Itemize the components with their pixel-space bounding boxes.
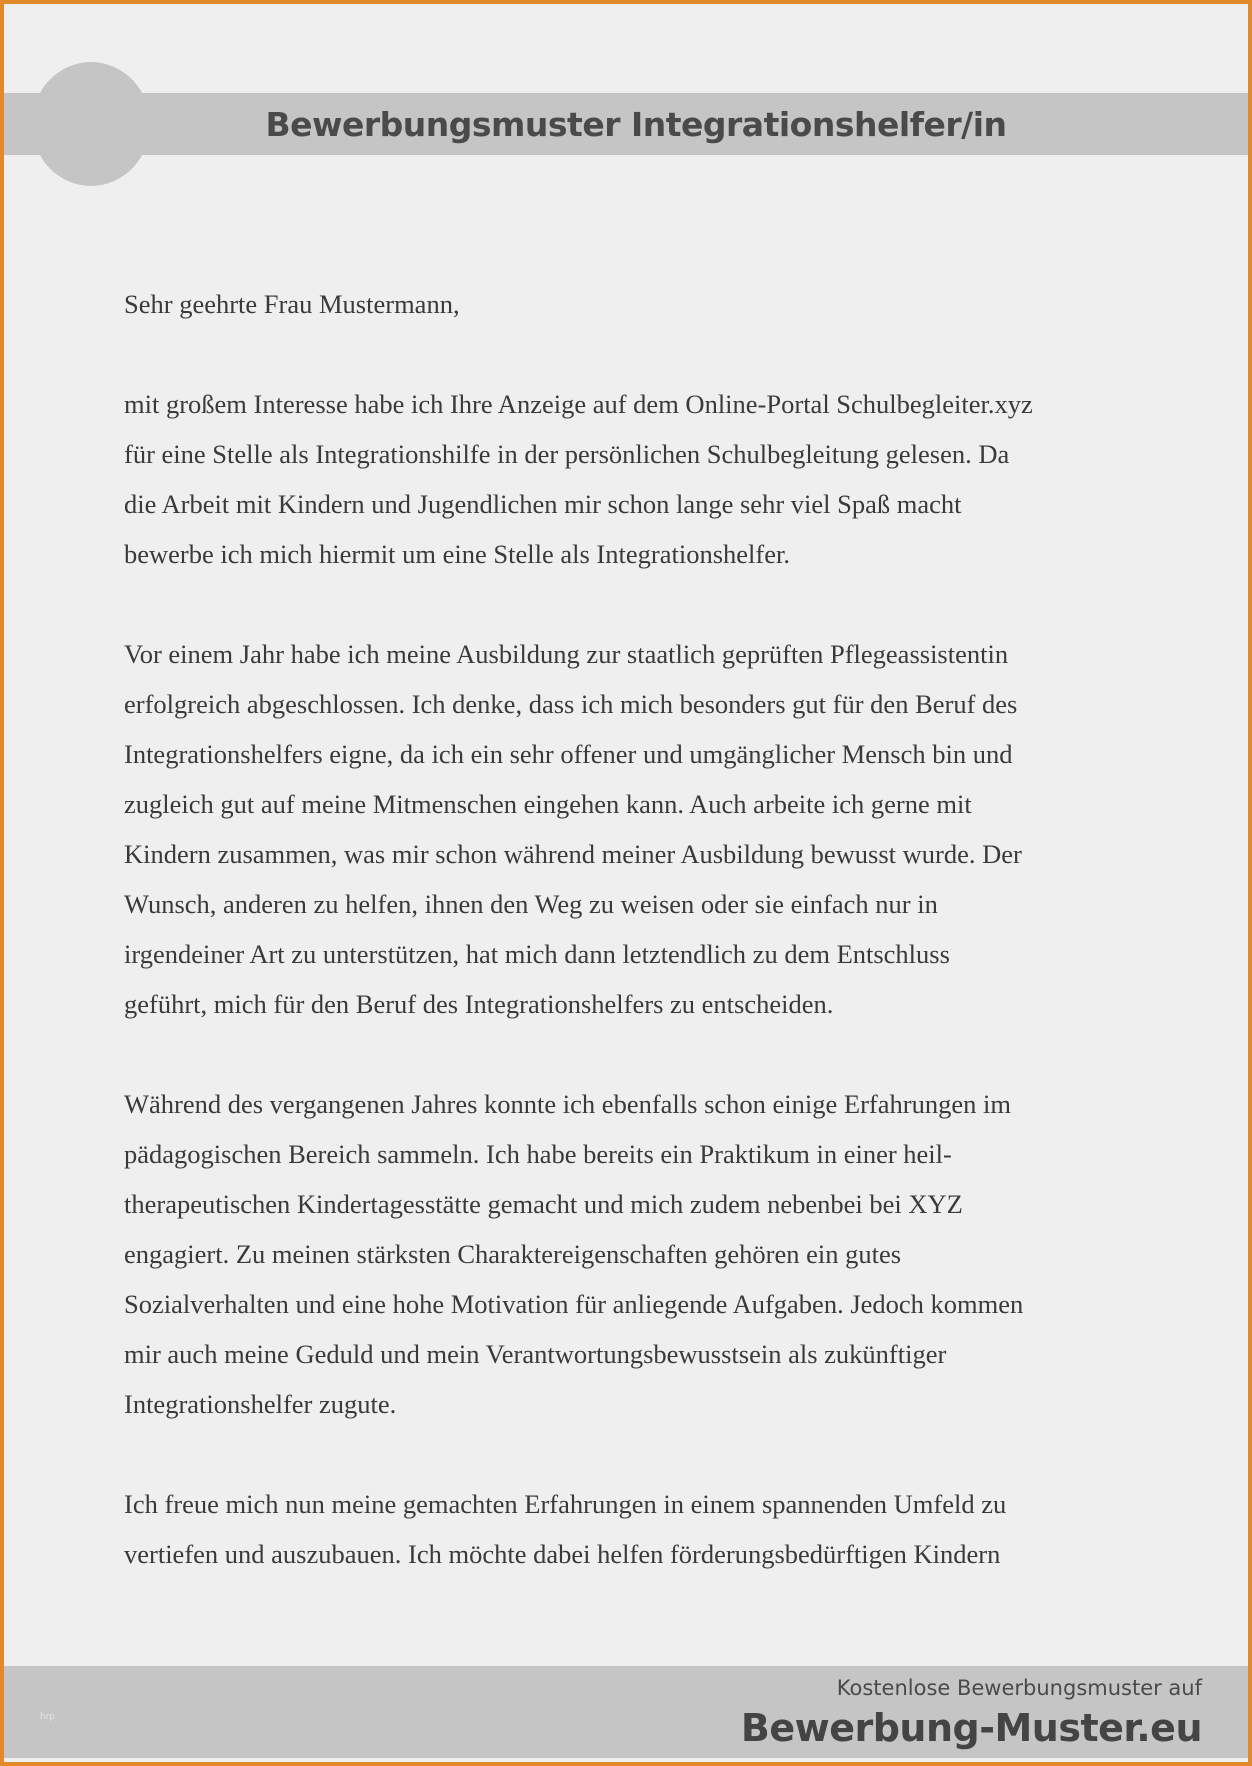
footer-tagline: Kostenlose Bewerbungsmuster auf [836,1676,1202,1700]
letter-line: mit großem Interesse habe ich Ihre Anzeige auf dem Online-Portal Schulbegleiter.xyz [124,389,1033,419]
footer-site-link[interactable]: Bewerbung-Muster.eu [740,1706,1202,1750]
letter-line: Kindern zusammen, was mir schon während meiner Ausbildung bewusst wurde. Der [124,839,1022,869]
blank-line [124,579,1033,629]
letter-line: engagiert. Zu meinen stärksten Charaktereigenschaften gehören ein gutes [124,1239,902,1269]
letter-line: mir auch meine Geduld und mein Verantwortungsbewusstsein als zukünftiger [124,1339,947,1369]
header-band [4,93,1248,155]
footer-band [4,1666,1248,1758]
footer-small-mark: hrp [40,1712,56,1722]
letter-line: Integrationshelfers eigne, da ich ein sehr offener und umgänglicher Mensch bin und [124,739,1013,769]
letter-line: geführt, mich für den Beruf des Integrationshelfers zu entscheiden. [124,989,834,1019]
letter-line: pädagogischen Bereich sammeln. Ich habe bereits ein Praktikum in einer heil- [124,1139,952,1169]
letter-line: Sehr geehrte Frau Mustermann, [124,289,460,319]
letter-line: für eine Stelle als Integrationshilfe in der persönlichen Schulbegleitung gelesen. Da [124,439,1010,469]
letter-line: zugleich gut auf meine Mitmenschen eingehen kann. Auch arbeite ich gerne mit [124,789,972,819]
letter-line: die Arbeit mit Kindern und Jugendlichen mir schon lange sehr viel Spaß macht [124,489,962,519]
letter-line: Vor einem Jahr habe ich meine Ausbildung zur staatlich geprüften Pflegeassistentin [124,639,1009,669]
letter-line: Sozialverhalten und eine hohe Motivation für anliegende Aufgaben. Jedoch kommen [124,1289,1024,1319]
letter-line: bewerbe ich mich hiermit um eine Stelle als Integrationshelfer. [124,539,790,569]
letter-line: therapeutischen Kindertagesstätte gemacht und mich zudem nebenbei bei XYZ [124,1189,963,1219]
letter-line: irgendeiner Art zu unterstützen, hat mich dann letztendlich zu dem Entschluss [124,939,950,969]
page-title: Bewerbungsmuster Integrationshelfer/in [265,104,1007,144]
letter-line: Ich freue mich nun meine gemachten Erfahrungen in einem spannenden Umfeld zu [124,1489,1007,1519]
blank-line [124,1429,1033,1479]
letter-line: Während des vergangenen Jahres konnte ich ebenfalls schon einige Erfahrungen im [124,1089,1011,1119]
letter-line: erfolgreich abgeschlossen. Ich denke, dass ich mich besonders gut für den Beruf des [124,689,1018,719]
letter-line: Wunsch, anderen zu helfen, ihnen den Weg zu weisen oder sie einfach nur in [124,889,938,919]
letter-line: Integrationshelfer zugute. [124,1389,397,1419]
decorative-circle [32,62,150,186]
letter-body [124,279,1033,1579]
blank-line [124,1029,1033,1079]
blank-line [124,329,1033,379]
letter-line: vertiefen und auszubauen. Ich möchte dabei helfen förderungsbedürftigen Kindern [124,1539,1001,1569]
